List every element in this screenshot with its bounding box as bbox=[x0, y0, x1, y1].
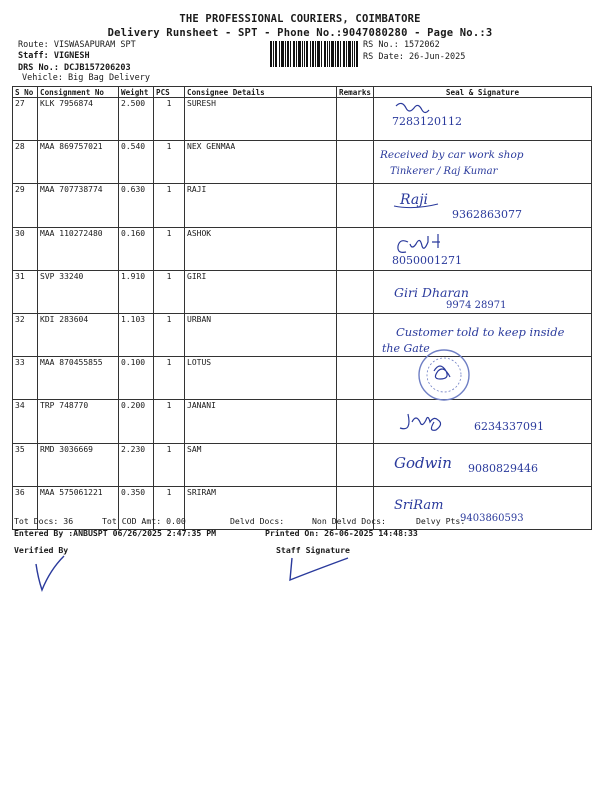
cell-remarks bbox=[337, 357, 374, 400]
cell-pcs: 1 bbox=[154, 227, 185, 270]
entered-by: Entered By :ANBUSPT 06/26/2025 2:47:35 PM bbox=[14, 528, 217, 538]
col-header-signature: Seal & Signature bbox=[374, 87, 592, 98]
cell-signature bbox=[374, 184, 592, 227]
cell-consignee: SURESH bbox=[185, 98, 337, 141]
cell-signature bbox=[374, 357, 592, 400]
verified-signature-mark bbox=[30, 550, 90, 594]
cell-weight: 0.200 bbox=[119, 400, 154, 443]
svg-text:Customer told to keep inside: Customer told to keep inside bbox=[396, 324, 565, 339]
cell-pcs: 1 bbox=[154, 270, 185, 313]
svg-text:Godwin: Godwin bbox=[394, 453, 452, 472]
cell-consignment: TRP 748770 bbox=[38, 400, 119, 443]
table-row bbox=[13, 486, 592, 529]
cell-pcs: 1 bbox=[154, 443, 185, 486]
cell-signature bbox=[374, 400, 592, 443]
handwritten-note bbox=[374, 141, 580, 183]
cell-signature bbox=[374, 486, 592, 529]
table-row bbox=[13, 357, 592, 400]
cell-weight: 0.630 bbox=[119, 184, 154, 227]
table-header-row bbox=[13, 87, 592, 98]
cell-signature bbox=[374, 313, 592, 356]
col-header-sno: S No bbox=[13, 87, 38, 98]
company-seal bbox=[374, 357, 580, 399]
handwritten-note bbox=[374, 314, 580, 356]
cell-remarks bbox=[337, 400, 374, 443]
table-row bbox=[13, 98, 592, 141]
cell-consignee: RAJI bbox=[185, 184, 337, 227]
table-row bbox=[13, 313, 592, 356]
cell-remarks bbox=[337, 443, 374, 486]
barcode bbox=[270, 41, 358, 67]
handwritten-signature bbox=[374, 98, 580, 140]
svg-text:9362863077: 9362863077 bbox=[452, 208, 522, 222]
cell-pcs: 1 bbox=[154, 98, 185, 141]
cell-consignee: ASHOK bbox=[185, 227, 337, 270]
route-label: Route: VISWASAPURAM SPT bbox=[18, 40, 136, 50]
runsheet-table bbox=[12, 86, 592, 530]
drs-number: DRS No.: DCJB157206203 bbox=[18, 63, 131, 73]
cell-weight: 1.103 bbox=[119, 313, 154, 356]
cell-weight: 1.910 bbox=[119, 270, 154, 313]
handwritten-signature bbox=[374, 487, 580, 529]
col-header-consignee: Consignee Details bbox=[185, 87, 337, 98]
col-header-remarks: Remarks bbox=[337, 87, 374, 98]
svg-text:9974 28971: 9974 28971 bbox=[446, 299, 507, 311]
cell-consignee: SAM bbox=[185, 443, 337, 486]
svg-text:8050001271: 8050001271 bbox=[392, 253, 462, 267]
cell-pcs: 1 bbox=[154, 486, 185, 529]
cell-sno: 28 bbox=[13, 141, 38, 184]
cell-consignment: MAA 110272480 bbox=[38, 227, 119, 270]
tot-cod-amt: Tot COD Amt: 0.00 bbox=[102, 516, 186, 526]
cell-consignment: KDI 283604 bbox=[38, 313, 119, 356]
table-row bbox=[13, 270, 592, 313]
cell-sno: 36 bbox=[13, 486, 38, 529]
cell-weight: 0.100 bbox=[119, 357, 154, 400]
cell-sno: 27 bbox=[13, 98, 38, 141]
handwritten-signature bbox=[374, 444, 580, 486]
vehicle-label: Vehicle: Big Bag Delivery bbox=[22, 73, 150, 83]
table-row bbox=[13, 227, 592, 270]
cell-consignment: MAA 575061221 bbox=[38, 486, 119, 529]
svg-text:9403860593: 9403860593 bbox=[460, 512, 524, 524]
cell-signature bbox=[374, 98, 592, 141]
table-row bbox=[13, 443, 592, 486]
cell-consignee: LOTUS bbox=[185, 357, 337, 400]
cell-weight: 2.230 bbox=[119, 443, 154, 486]
tot-docs: Tot Docs: 36 bbox=[14, 516, 74, 526]
svg-text:the Gate: the Gate bbox=[382, 341, 430, 355]
cell-remarks bbox=[337, 141, 374, 184]
svg-text:9080829446: 9080829446 bbox=[468, 461, 538, 475]
cell-pcs: 1 bbox=[154, 357, 185, 400]
svg-text:Raji: Raji bbox=[400, 192, 429, 209]
cell-sno: 30 bbox=[13, 227, 38, 270]
handwritten-signature bbox=[374, 400, 580, 442]
signature-phone: 7283120112 bbox=[392, 115, 462, 128]
staff-label: Staff: VIGNESH bbox=[18, 51, 90, 61]
cell-weight: 0.540 bbox=[119, 141, 154, 184]
cell-sno: 31 bbox=[13, 270, 38, 313]
cell-remarks bbox=[337, 184, 374, 227]
delvd-docs: Delvd Docs: bbox=[230, 516, 285, 526]
handwritten-signature bbox=[374, 271, 580, 313]
cell-consignee: GIRI bbox=[185, 270, 337, 313]
verified-by-label: Verified By bbox=[14, 545, 69, 555]
cell-consignment: SVP 33240 bbox=[38, 270, 119, 313]
svg-text:Received by car work shop: Received by car work shop bbox=[380, 149, 524, 162]
svg-text:SriRam: SriRam bbox=[394, 497, 444, 513]
cell-signature bbox=[374, 270, 592, 313]
handwritten-signature bbox=[374, 184, 580, 226]
handwritten-signature bbox=[374, 228, 580, 270]
cell-consignee: JANANI bbox=[185, 400, 337, 443]
staff-signature-label: Staff Signature bbox=[276, 545, 350, 555]
staff-signature-mark bbox=[284, 552, 354, 586]
cell-remarks bbox=[337, 227, 374, 270]
cell-pcs: 1 bbox=[154, 313, 185, 356]
cell-sno: 29 bbox=[13, 184, 38, 227]
table-row bbox=[13, 400, 592, 443]
col-header-consignment: Consignment No bbox=[38, 87, 119, 98]
cell-weight: 0.160 bbox=[119, 227, 154, 270]
cell-signature bbox=[374, 443, 592, 486]
company-title: THE PROFESSIONAL COURIERS, COIMBATORE bbox=[179, 13, 421, 25]
runsheet-subtitle: Delivery Runsheet - SPT - Phone No.:9047080280 - Page No.:3 bbox=[107, 27, 493, 39]
cell-weight: 0.350 bbox=[119, 486, 154, 529]
cell-pcs: 1 bbox=[154, 184, 185, 227]
rs-date: RS Date: 26-Jun-2025 bbox=[363, 52, 466, 62]
cell-pcs: 1 bbox=[154, 400, 185, 443]
cell-consignment: MAA 869757021 bbox=[38, 141, 119, 184]
cell-sno: 32 bbox=[13, 313, 38, 356]
cell-remarks bbox=[337, 98, 374, 141]
cell-consignee: SRIRAM bbox=[185, 486, 337, 529]
svg-text:Tinkerer / Raj Kumar: Tinkerer / Raj Kumar bbox=[390, 166, 498, 178]
cell-consignment: MAA 707738774 bbox=[38, 184, 119, 227]
cell-consignee: NEX GENMAA bbox=[185, 141, 337, 184]
col-header-weight: Weight bbox=[119, 87, 154, 98]
cell-signature bbox=[374, 141, 592, 184]
cell-sno: 34 bbox=[13, 400, 38, 443]
svg-text:6234337091: 6234337091 bbox=[474, 420, 544, 434]
cell-weight: 2.500 bbox=[119, 98, 154, 141]
rs-number: RS No.: 1572062 bbox=[363, 40, 440, 50]
cell-consignment: RMD 3036669 bbox=[38, 443, 119, 486]
cell-pcs: 1 bbox=[154, 141, 185, 184]
cell-consignment: MAA 870455855 bbox=[38, 357, 119, 400]
table-row bbox=[13, 184, 592, 227]
cell-remarks bbox=[337, 270, 374, 313]
cell-consignee: URBAN bbox=[185, 313, 337, 356]
cell-consignment: KLK 7956874 bbox=[38, 98, 119, 141]
cell-signature bbox=[374, 227, 592, 270]
cell-sno: 33 bbox=[13, 357, 38, 400]
table-row bbox=[13, 141, 592, 184]
printed-on: Printed On: 26-06-2025 14:48:33 bbox=[265, 528, 418, 538]
cell-remarks bbox=[337, 313, 374, 356]
svg-text:Giri Dharan: Giri Dharan bbox=[394, 284, 469, 300]
delvy-pts: Delvy Pts: bbox=[416, 516, 466, 526]
cell-sno: 35 bbox=[13, 443, 38, 486]
col-header-pcs: PCS bbox=[154, 87, 185, 98]
non-delvd-docs: Non Delvd Docs: bbox=[312, 516, 386, 526]
